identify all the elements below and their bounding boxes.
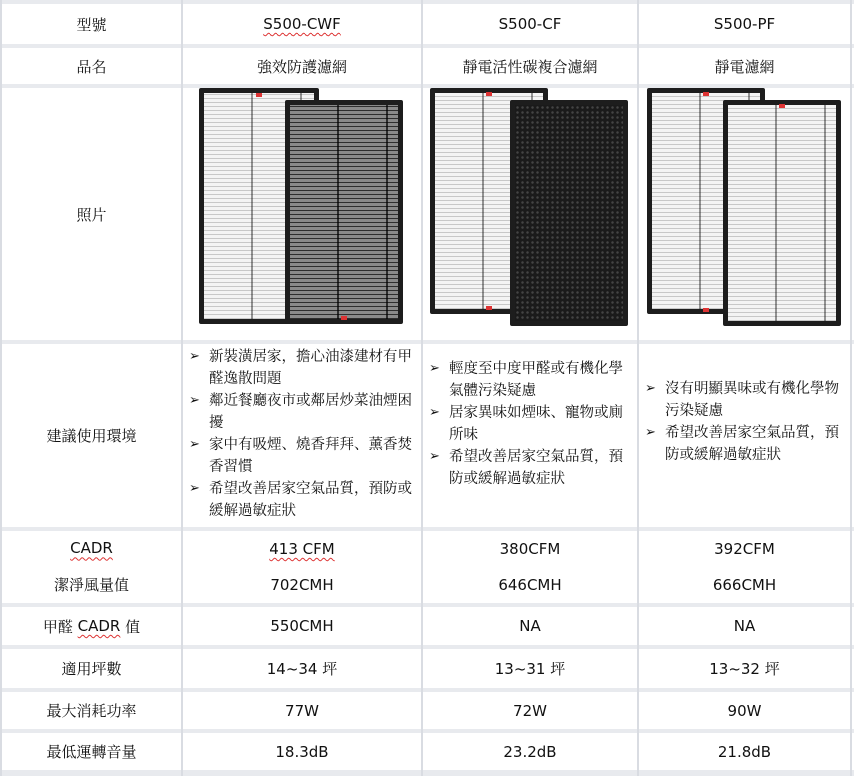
- cadr-value: 380CFM: [499, 540, 561, 558]
- model-name: S500-CWF: [263, 15, 341, 33]
- usage-list: [423, 358, 629, 490]
- noise-label: 最低運轉音量: [46, 743, 137, 761]
- usage-list: [639, 378, 844, 466]
- product-name-label: 品名: [76, 57, 107, 76]
- photo-label: 照片: [76, 205, 107, 224]
- brand-tag: [486, 92, 492, 96]
- clean-air-value: 666CMH: [712, 576, 777, 594]
- noise-value: 21.8dB: [717, 742, 772, 761]
- formaldehyde-label-suffix: 值: [120, 617, 141, 636]
- power-row: [0, 692, 854, 729]
- list-item: ➢ 家中有吸煙、燒香拜拜、薰香焚香習慣: [183, 434, 413, 478]
- cadr-cell: [423, 531, 637, 603]
- photo-row: [0, 88, 854, 340]
- model-label: 型號: [76, 15, 107, 34]
- formaldehyde-value: NA: [519, 617, 541, 635]
- area-value: 14~34 坪: [266, 660, 338, 678]
- cadr-label: CADR: [70, 539, 113, 558]
- usage-cell: [423, 344, 637, 527]
- power-label: 最大消耗功率: [46, 702, 137, 720]
- brand-tag: [341, 316, 347, 320]
- brand-tag: [703, 308, 709, 312]
- clean-air-value: 646CMH: [498, 576, 562, 594]
- cadr-value: 413 CFM: [269, 540, 335, 558]
- filter-photo: [430, 88, 630, 328]
- formaldehyde-value: 550CMH: [270, 617, 334, 635]
- list-item: ➢ 居家異味如煙味、寵物或廁所味: [423, 402, 629, 446]
- filter-photo: [647, 88, 842, 328]
- gray-filter-image: [285, 100, 403, 324]
- noise-value: 23.2dB: [503, 742, 557, 761]
- model-cell: [183, 4, 421, 44]
- area-label: 適用坪數: [61, 660, 122, 678]
- power-value: 77W: [285, 701, 319, 720]
- cadr-label-cell: [2, 531, 181, 603]
- cadr-row: [0, 531, 854, 603]
- usage-row: [0, 344, 854, 527]
- product-name: 靜電濾網: [714, 57, 775, 76]
- list-item: ➢ 輕度至中度甲醛或有機化學氣體污染疑慮: [423, 358, 629, 402]
- list-item: ➢ 鄰近餐廳夜市或鄰居炒菜油煙困擾: [183, 390, 413, 434]
- row-divider: [0, 770, 854, 776]
- formaldehyde-label: [2, 607, 181, 645]
- area-value: 13~32 坪: [709, 660, 780, 678]
- product-name: 靜電活性碳複合濾網: [462, 57, 598, 76]
- product-name: 強效防護濾網: [256, 57, 347, 76]
- filter-photo: [199, 88, 405, 326]
- cadr-cell: [639, 531, 850, 603]
- brand-tag: [486, 306, 492, 310]
- model-name: S500-CF: [498, 15, 562, 33]
- area-row: [0, 649, 854, 688]
- usage-cell: [183, 344, 421, 527]
- power-value: 72W: [513, 701, 547, 720]
- cadr-cell: [183, 531, 421, 603]
- white-filter-image: [723, 100, 841, 326]
- cadr-value: 392CFM: [714, 540, 775, 558]
- model-name: S500-PF: [713, 15, 776, 33]
- list-item: ➢ 希望改善居家空氣品質，預防或緩解過敏症狀: [423, 446, 629, 490]
- list-item: ➢ 新裝潢居家，擔心油漆建材有甲醛逸散問題: [183, 346, 413, 390]
- product-name-row: [0, 48, 854, 84]
- brand-tag: [703, 92, 709, 96]
- list-item: ➢ 希望改善居家空氣品質，預防或緩解過敏症狀: [639, 422, 844, 466]
- noise-value: 18.3dB: [275, 742, 329, 761]
- formaldehyde-row: [0, 607, 854, 645]
- area-value: 13~31 坪: [494, 660, 566, 678]
- list-item: ➢ 希望改善居家空氣品質，預防或緩解過敏症狀: [183, 478, 413, 522]
- model-row: [0, 4, 854, 44]
- list-item: ➢ 沒有明顯異味或有機化學物污染疑慮: [639, 378, 844, 422]
- brand-tag: [779, 104, 785, 108]
- usage-cell: [639, 344, 850, 527]
- brand-tag: [256, 93, 262, 97]
- noise-row: [0, 733, 854, 770]
- formaldehyde-label-prefix: 甲醛: [42, 617, 78, 636]
- usage-list: [183, 346, 413, 522]
- power-value: 90W: [727, 701, 762, 720]
- clean-air-value: 702CMH: [270, 576, 334, 594]
- usage-label: 建議使用環境: [46, 427, 137, 445]
- carbon-filter-image: [510, 100, 628, 326]
- clean-air-label: 潔淨風量值: [53, 575, 129, 594]
- formaldehyde-value: NA: [733, 617, 756, 635]
- formaldehyde-label-cadr: CADR: [77, 617, 121, 635]
